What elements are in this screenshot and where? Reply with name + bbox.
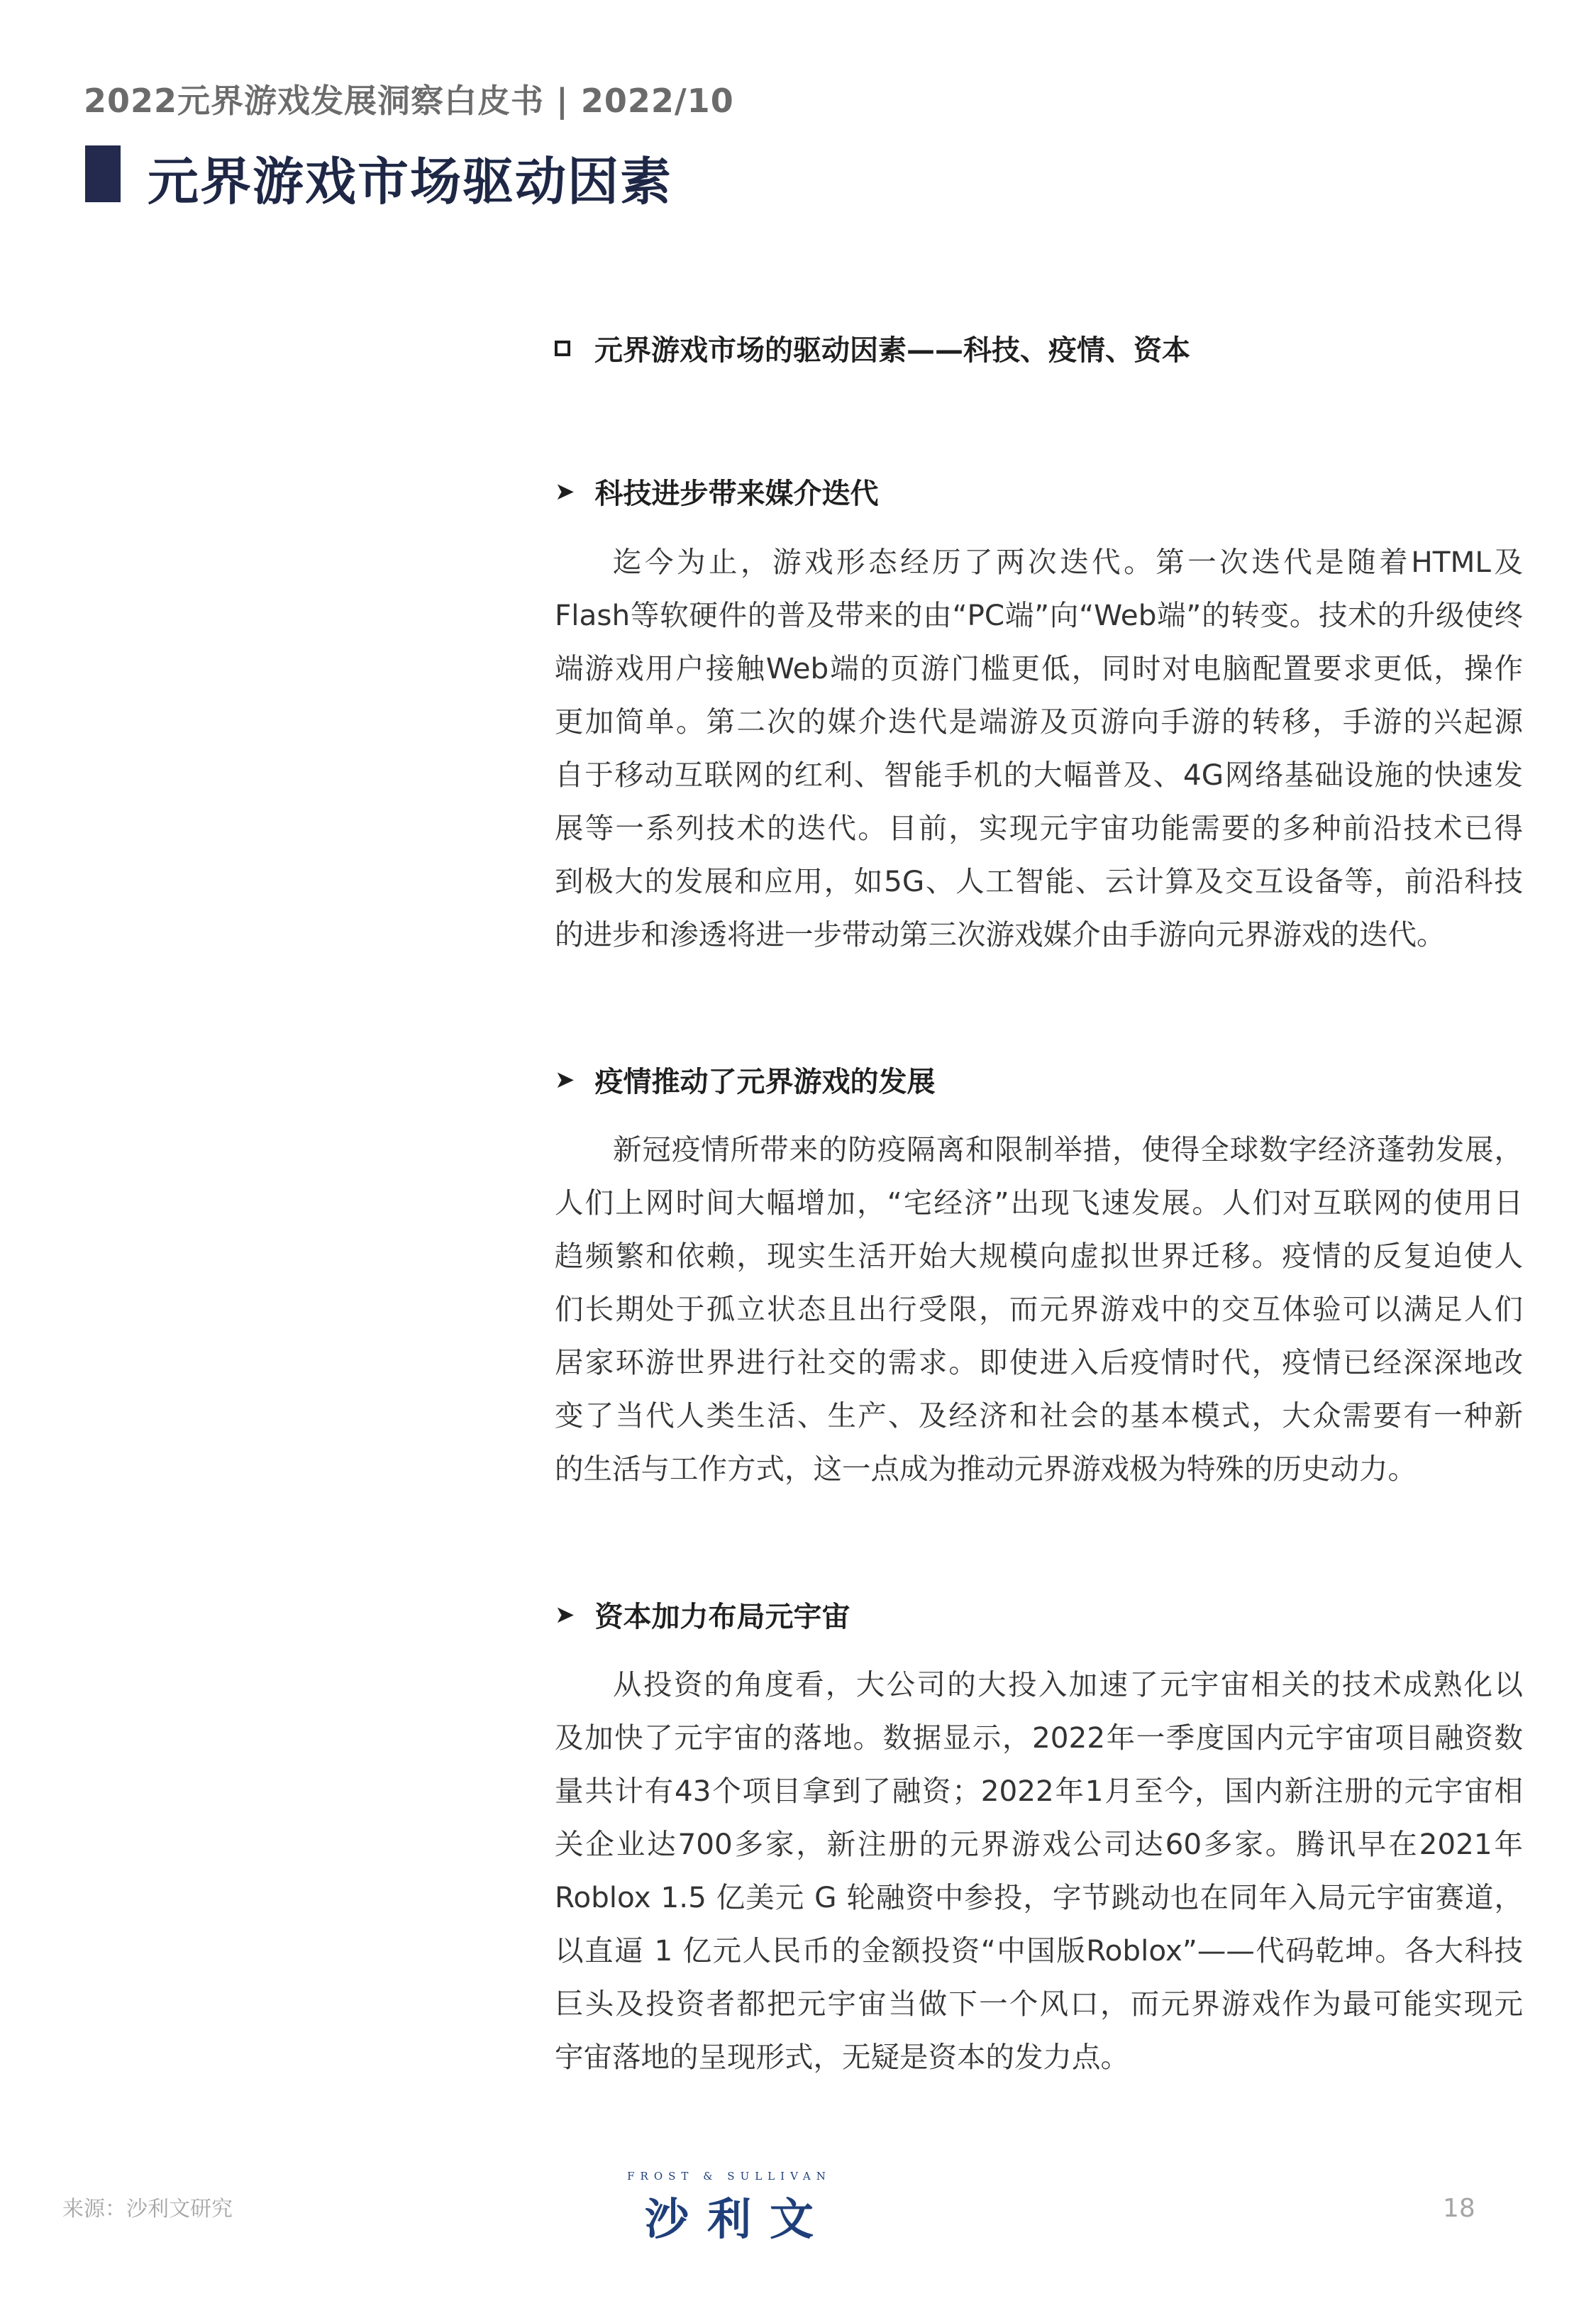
footer-source: 来源：沙利文研究 (62, 2197, 233, 2222)
paragraph-line: 从投资的角度看，大公司的大投入加速了元宇宙相关的技术成熟化以 (613, 1667, 1523, 1701)
section-heading-text: 元界游戏市场的驱动因素——科技、疫情、资本 (594, 334, 1190, 367)
subsection-heading-text: 资本加力布局元宇宙 (594, 1601, 850, 1633)
page-number: 18 (1443, 2194, 1475, 2223)
paragraph-line: 的进步和渗透将进一步带动第三次游戏媒介由手游向元界游戏的迭代。 (555, 917, 1446, 951)
subsection-heading-pandemic (555, 1059, 936, 1100)
paragraph-line: 到极大的发展和应用，如5G、人工智能、云计算及交互设备等，前沿科技 (555, 864, 1523, 898)
paragraph-line: 及加快了元宇宙的落地。数据显示，2022年一季度国内元宇宙项目融资数 (555, 1721, 1523, 1755)
paragraph-line: 居家环游世界进行社交的需求。即使进入后疫情时代，疫情已经深深地改 (555, 1345, 1523, 1379)
arrow-bullet-icon: ➤ (555, 477, 575, 506)
paragraph-line: 量共计有43个项目拿到了融资；2022年1月至今，国内新注册的元宇宙相 (555, 1774, 1523, 1808)
paragraph-line: 关企业达700多家，新注册的元界游戏公司达60多家。腾讯早在2021年 (555, 1827, 1523, 1861)
paragraph-line: 人们上网时间大幅增加，“宅经济”出现飞速发展。人们对互联网的使用日 (555, 1186, 1523, 1220)
paragraph-line: 巨头及投资者都把元宇宙当做下一个风口，而元界游戏作为最可能实现元 (555, 1987, 1523, 2021)
paragraph-line: 们长期处于孤立状态且出行受限，而元界游戏中的交互体验可以满足人们 (555, 1292, 1523, 1326)
square-bullet-icon (555, 341, 570, 356)
paragraph-pandemic (555, 1123, 1523, 1496)
title-accent-bar (85, 145, 121, 202)
subsection-heading-text: 科技进步带来媒介迭代 (594, 478, 879, 510)
paragraph-line: Roblox 1.5 亿美元 G 轮融资中参投，字节跳动也在同年入局元宇宙赛道， (555, 1880, 1523, 1914)
paragraph-line: 更加简单。第二次的媒介迭代是端游及页游向手游的转移，手游的兴起源 (555, 705, 1523, 739)
paragraph-line: 迄今为止，游戏形态经历了两次迭代。第一次迭代是随着HTML及 (613, 545, 1523, 579)
document-subtitle: 2022元界游戏发展洞察白皮书 | 2022/10 (84, 82, 734, 120)
subsection-heading-tech (555, 471, 879, 512)
paragraph-line: 展等一系列技术的迭代。目前，实现元宇宙功能需要的多种前沿技术已得 (555, 811, 1523, 845)
arrow-bullet-icon: ➤ (555, 1065, 575, 1094)
frost-sullivan-logo (616, 2170, 843, 2247)
paragraph-line: 宇宙落地的呈现形式，无疑是资本的发力点。 (555, 2040, 1129, 2074)
paragraph-line: Flash等软硬件的普及带来的由“PC端”向“Web端”的转变。技术的升级使终 (555, 598, 1523, 632)
logo-english: FROST & SULLIVAN (627, 2170, 831, 2183)
subsection-heading-capital (555, 1594, 850, 1635)
page-title: 元界游戏市场驱动因素 (148, 152, 673, 211)
paragraph-line: 趋频繁和依赖，现实生活开始大规模向虚拟世界迁移。疫情的反复迫使人 (555, 1239, 1523, 1273)
paragraph-line: 变了当代人类生活、生产、及经济和社会的基本模式，大众需要有一种新 (555, 1399, 1523, 1433)
paragraph-line: 自于移动互联网的红利、智能手机的大幅普及、4G网络基础设施的快速发 (555, 758, 1523, 792)
paragraph-line: 以直逼 1 亿元人民币的金额投资“中国版Roblox”——代码乾坤。各大科技 (555, 1933, 1523, 1968)
paragraph-line: 新冠疫情所带来的防疫隔离和限制举措，使得全球数字经济蓬勃发展， (613, 1132, 1523, 1166)
subsection-heading-text: 疫情推动了元界游戏的发展 (594, 1066, 936, 1098)
section-heading (555, 328, 1190, 368)
paragraph-tech (555, 536, 1523, 961)
arrow-bullet-icon: ➤ (555, 1600, 575, 1629)
paragraph-line: 端游戏用户接触Web端的页游门槛更低，同时对电脑配置要求更低，操作 (555, 651, 1523, 685)
paragraph-line: 的生活与工作方式，这一点成为推动元界游戏极为特殊的历史动力。 (555, 1452, 1417, 1486)
paragraph-capital (555, 1658, 1523, 2084)
logo-chinese: 沙利文 (644, 2193, 832, 2245)
